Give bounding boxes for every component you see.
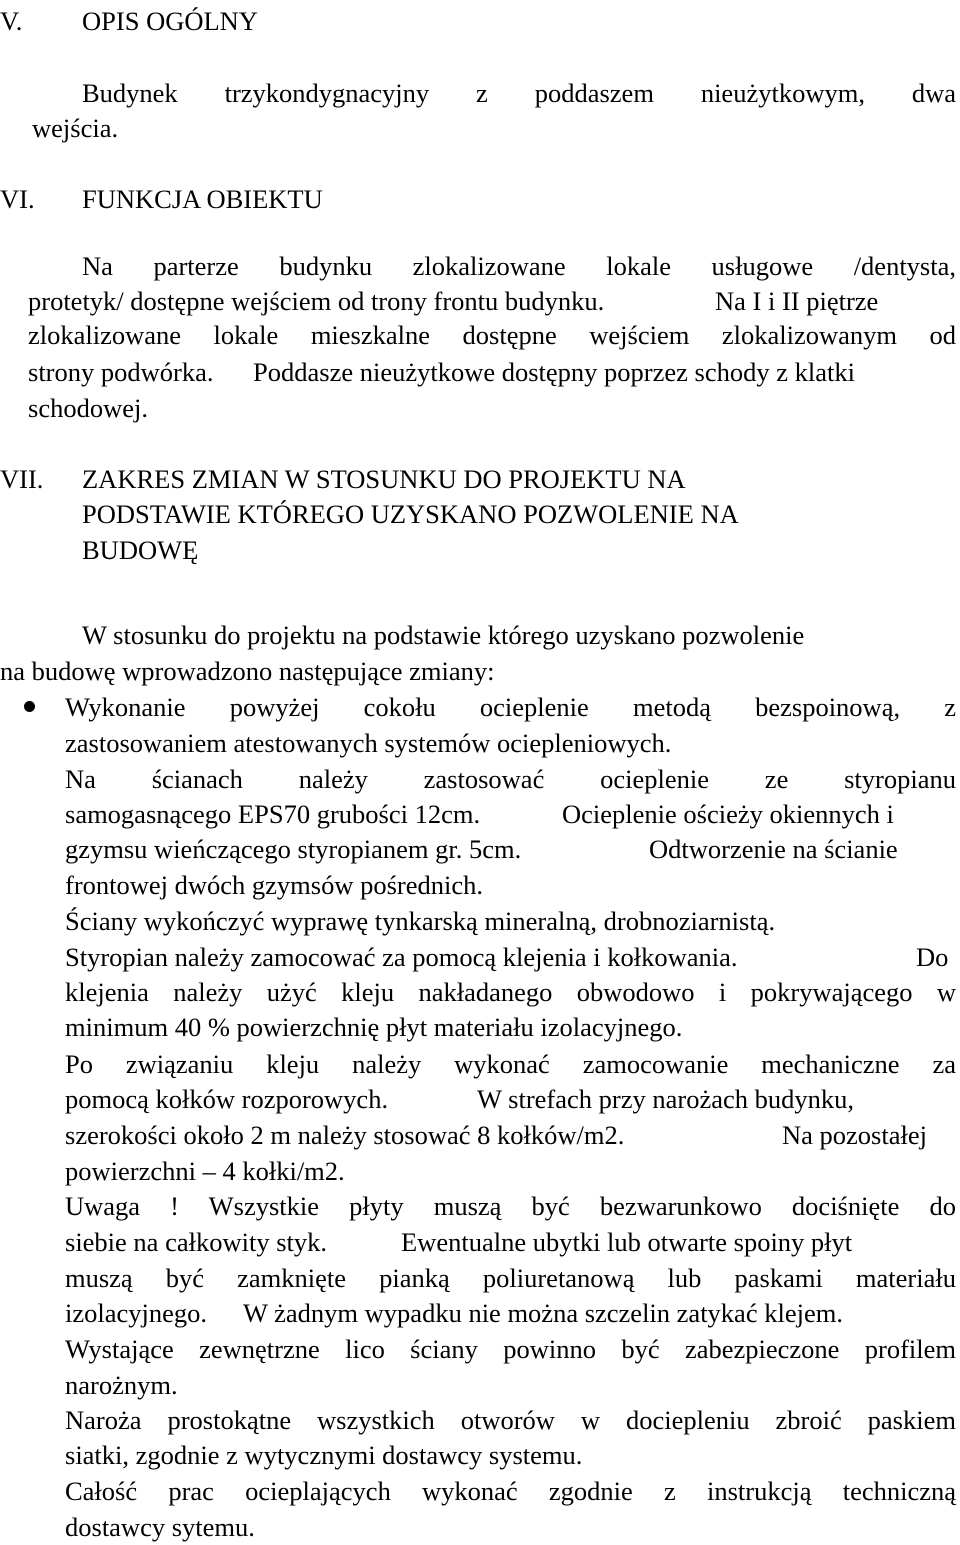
section-v-line-2: wejścia. bbox=[32, 113, 119, 143]
section-v-number: V. bbox=[0, 6, 23, 36]
change-line-22: Ewentualne ubytki lub otwarte spoiny płyt bbox=[401, 1227, 853, 1257]
section-vi-title: FUNKCJA OBIEKTU bbox=[82, 184, 323, 214]
change-line-1: Wykonanie powyżej cokołu ocieplenie metodą bezspoinową, z bbox=[65, 692, 956, 722]
change-line-15: pomocą kołków rozporowych. bbox=[65, 1084, 389, 1114]
change-line-6: gzymsu wieńczącego styropianem gr. 5cm. bbox=[65, 834, 522, 864]
section-vi-line-5: strony podwórka. bbox=[28, 357, 214, 387]
section-vi-line-2: protetyk/ dostępne wejściem od trony frontu budynku. bbox=[28, 286, 605, 316]
change-line-7: Odtworzenie na ścianie bbox=[649, 834, 898, 864]
section-vii-intro-2: na budowę wprowadzono następujące zmiany: bbox=[0, 656, 495, 686]
change-line-12: klejenia należy użyć kleju nakładanego obwodowo i pokrywającego w bbox=[65, 977, 956, 1007]
change-line-31: dostawcy sytemu. bbox=[65, 1512, 255, 1542]
change-line-9: Ściany wykończyć wyprawę tynkarską mineralną, drobnoziarnistą. bbox=[65, 906, 776, 936]
change-line-27: narożnym. bbox=[65, 1370, 178, 1400]
change-line-25: W żadnym wypadku nie można szczelin zatykać klejem. bbox=[243, 1298, 843, 1328]
section-v-line-1: Budynek trzykondygnacyjny z poddaszem nieużytkowym, dwa bbox=[82, 78, 956, 108]
section-v-title: OPIS OGÓLNY bbox=[82, 6, 258, 36]
change-line-23: muszą być zamknięte pianką poliuretanową lub paskami materiału bbox=[65, 1263, 956, 1293]
section-vi-line-1: Na parterze budynku zlokalizowane lokale usługowe /dentysta, bbox=[82, 251, 956, 281]
change-line-2: zastosowaniem atestowanych systemów ociepleniowych. bbox=[65, 728, 672, 758]
section-vi-line-7: schodowej. bbox=[28, 393, 148, 423]
change-line-3: Na ścianach należy zastosować ocieplenie ze styropianu bbox=[65, 764, 956, 794]
bullet-icon bbox=[24, 701, 35, 712]
change-line-19: powierzchni – 4 kołki/m2. bbox=[65, 1156, 345, 1186]
change-line-16: W strefach przy narożach budynku, bbox=[477, 1084, 854, 1114]
change-line-13: minimum 40 % powierzchnię płyt materiału izolacyjnego. bbox=[65, 1012, 683, 1042]
change-line-10: Styropian należy zamocować za pomocą klejenia i kołkowania. bbox=[65, 942, 738, 972]
change-line-20: Uwaga ! Wszystkie płyty muszą być bezwarunkowo dociśnięte do bbox=[65, 1191, 956, 1221]
change-line-18: Na pozostałej bbox=[782, 1120, 927, 1150]
section-vii-title-1: ZAKRES ZMIAN W STOSUNKU DO PROJEKTU NA bbox=[82, 464, 686, 494]
change-line-8: frontowej dwóch gzymsów pośrednich. bbox=[65, 870, 484, 900]
section-vi-number: VI. bbox=[0, 184, 35, 214]
section-vii-intro-1: W stosunku do projektu na podstawie którego uzyskano pozwolenie bbox=[82, 620, 805, 650]
change-line-5: Ocieplenie ościeży okiennych i bbox=[562, 799, 894, 829]
change-line-30: Całość prac ocieplających wykonać zgodnie z instrukcją techniczną bbox=[65, 1476, 956, 1506]
section-vi-line-6: Poddasze nieużytkowe dostępny poprzez schody z klatki bbox=[253, 357, 855, 387]
change-line-28: Naroża prostokątne wszystkich otworów w dociepleniu zbroić paskiem bbox=[65, 1405, 956, 1435]
section-vii-number: VII. bbox=[0, 464, 44, 494]
change-line-11: Do bbox=[916, 942, 949, 972]
section-vii-title-2: PODSTAWIE KTÓREGO UZYSKANO POZWOLENIE NA bbox=[82, 499, 739, 529]
change-line-14: Po związaniu kleju należy wykonać zamocowanie mechaniczne za bbox=[65, 1049, 956, 1079]
change-line-21: siebie na całkowity styk. bbox=[65, 1227, 327, 1257]
change-line-4: samogasnącego EPS70 grubości 12cm. bbox=[65, 799, 481, 829]
change-line-26: Wystające zewnętrzne lico ściany powinno być zabezpieczone profilem bbox=[65, 1334, 956, 1364]
section-vi-line-4: zlokalizowane lokale mieszkalne dostępne wejściem zlokalizowanym od bbox=[28, 320, 956, 350]
change-line-29: siatki, zgodnie z wytycznymi dostawcy systemu. bbox=[65, 1440, 583, 1470]
section-vii-title-3: BUDOWĘ bbox=[82, 535, 199, 565]
change-line-17: szerokości około 2 m należy stosować 8 kołków/m2. bbox=[65, 1120, 625, 1150]
change-line-24: izolacyjnego. bbox=[65, 1298, 208, 1328]
section-vi-line-3: Na I i II piętrze bbox=[715, 286, 879, 316]
